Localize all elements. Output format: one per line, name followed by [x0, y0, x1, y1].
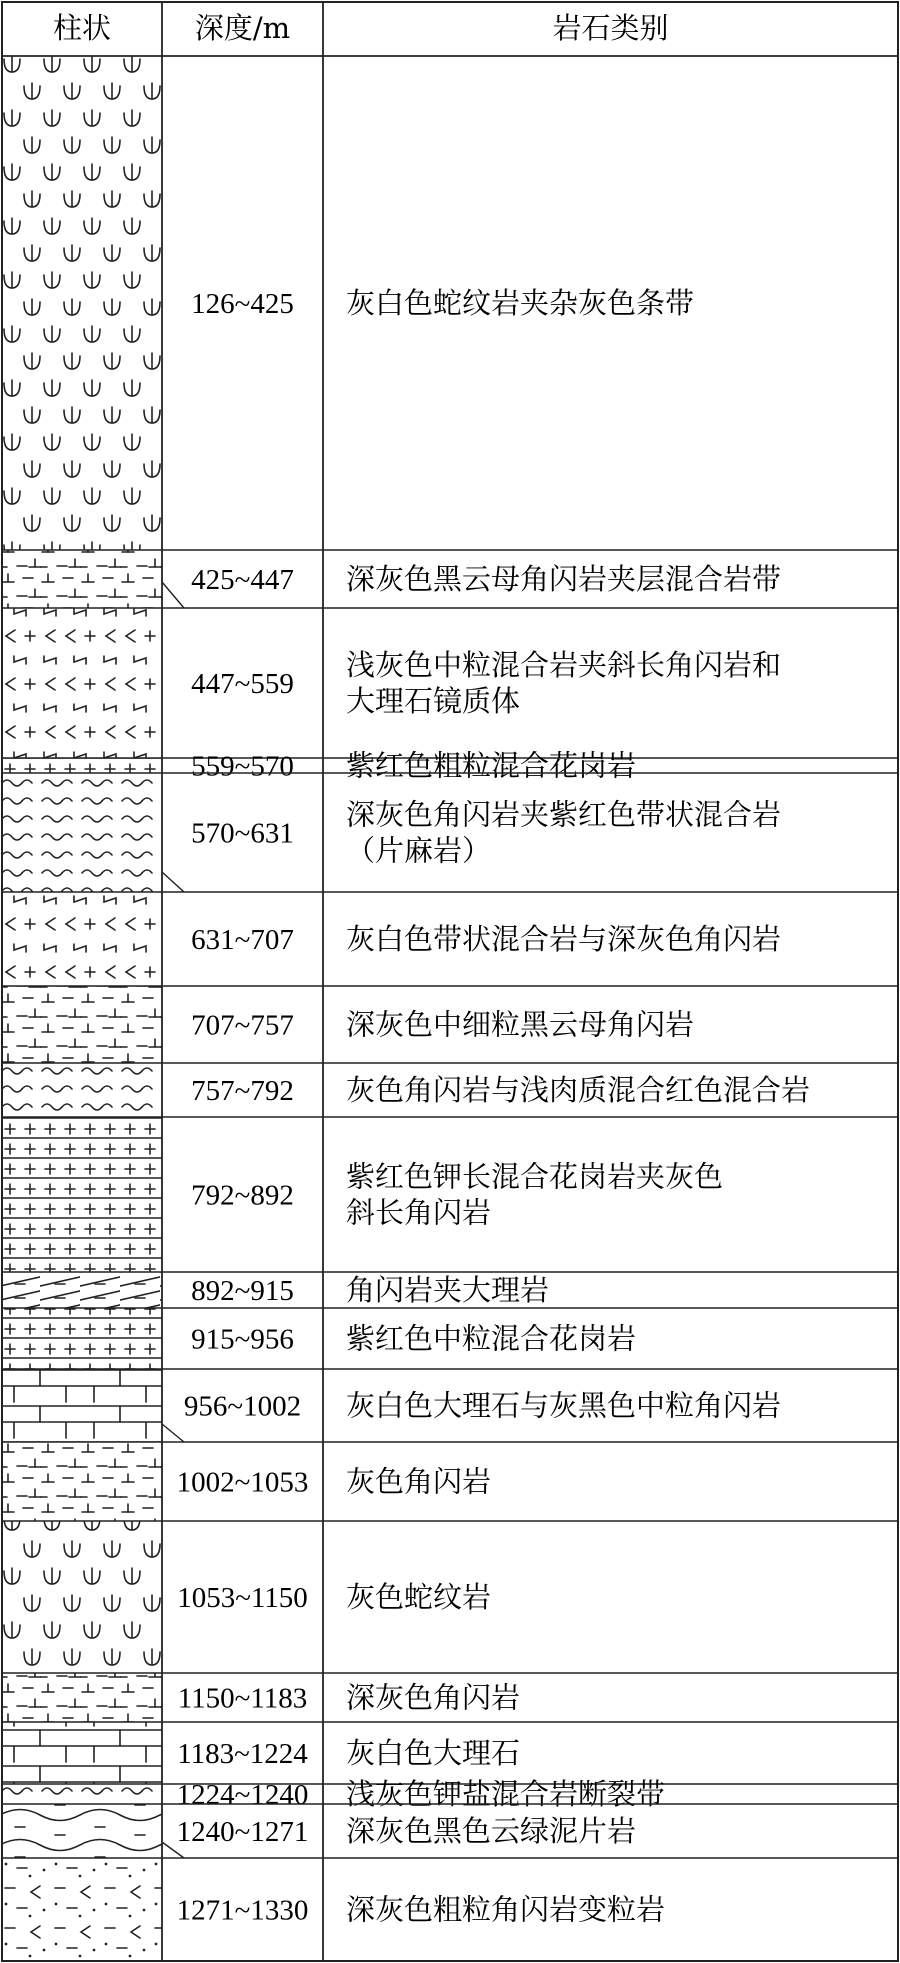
boundary-tick — [162, 582, 184, 608]
schist-icon — [2, 1804, 162, 1858]
depth-value: 707~757 — [191, 1009, 294, 1042]
rock-description: 灰色角闪岩 — [346, 1464, 492, 1499]
granite-icon — [2, 1117, 162, 1272]
depth-value: 1224~1240 — [176, 1779, 309, 1811]
depth-value: 757~792 — [191, 1075, 294, 1107]
serpentinite-icon — [2, 1521, 162, 1673]
amphibolite-icon — [2, 986, 162, 1063]
depth-value: 956~1002 — [183, 1390, 302, 1423]
boundary-tick — [162, 872, 184, 892]
marble-icon — [2, 1722, 162, 1784]
rock-description: 紫红色钾长混合花岗岩夹灰色 — [346, 1159, 724, 1194]
depth-value: 1240~1271 — [176, 1816, 309, 1848]
rock-description: 灰白色蛇纹岩夹杂灰色条带 — [346, 286, 695, 320]
depth-value: 425~447 — [191, 564, 294, 596]
depth-value: 1002~1053 — [176, 1466, 309, 1499]
serpentinite-icon — [2, 56, 162, 550]
rock-description: 角闪岩夹大理岩 — [346, 1273, 550, 1307]
depth-value: 915~956 — [191, 1323, 294, 1356]
rock-description: 紫红色粗粒混合花岗岩 — [346, 748, 637, 783]
granite-icon — [2, 758, 162, 773]
depth-value: 792~892 — [191, 1179, 294, 1212]
rock-description: 大理石镜质体 — [346, 684, 521, 718]
amphibolite-icon — [2, 550, 162, 608]
rock-description: 深灰色粗粒角闪岩变粒岩 — [346, 1892, 666, 1927]
rock-description: 斜长角闪岩 — [346, 1195, 492, 1230]
granite-icon — [2, 1308, 162, 1369]
depth-value: 892~915 — [191, 1275, 294, 1307]
depth-value: 1150~1183 — [177, 1682, 308, 1715]
rock-description: 深灰色黑色云绿泥片岩 — [346, 1814, 637, 1848]
migmatite-icon — [2, 608, 162, 758]
gneiss-icon — [2, 773, 162, 892]
depth-value: 631~707 — [191, 924, 294, 956]
rock-description: 深灰色黑云母角闪岩夹层混合岩带 — [346, 562, 782, 596]
depth-value: 447~559 — [191, 668, 294, 700]
header-rock: 岩石类别 — [552, 11, 669, 45]
rock-description: 浅灰色中粒混合岩夹斜长角闪岩和 — [346, 648, 782, 682]
depth-value: 1183~1224 — [177, 1738, 308, 1770]
amphibolite-icon — [2, 1673, 162, 1722]
interbed-icon — [2, 1272, 162, 1308]
migmatite-icon — [2, 892, 162, 986]
header-depth: 深度/m — [194, 11, 291, 45]
gneiss-icon — [2, 1063, 162, 1117]
amphibolite-icon — [2, 1442, 162, 1521]
header-column: 柱状 — [52, 11, 112, 45]
depth-value: 559~570 — [191, 750, 294, 783]
rock-description: 灰白色大理石 — [346, 1736, 521, 1770]
depth-value: 126~425 — [191, 288, 294, 320]
depth-value: 1053~1150 — [177, 1582, 308, 1614]
rock-description: 紫红色中粒混合花岗岩 — [346, 1321, 637, 1356]
rock-description: 深灰色角闪岩 — [346, 1680, 521, 1715]
depth-value: 570~631 — [191, 817, 294, 850]
rock-description: 灰白色大理石与灰黑色中粒角闪岩 — [346, 1388, 782, 1423]
granulite-icon — [2, 1858, 162, 1961]
rock-description: 深灰色角闪岩夹紫红色带状混合岩 — [346, 797, 782, 832]
rock-description: （片麻岩） — [346, 833, 492, 868]
rock-description: 深灰色中细粒黑云母角闪岩 — [346, 1007, 695, 1042]
rock-description: 灰色角闪岩与浅肉质混合红色混合岩 — [346, 1073, 811, 1107]
gneiss-icon — [2, 1784, 162, 1804]
rock-description: 灰白色带状混合岩与深灰色角闪岩 — [346, 922, 782, 956]
rock-description: 灰色蛇纹岩 — [346, 1580, 492, 1614]
depth-value: 1271~1330 — [176, 1894, 309, 1927]
boundary-tick — [162, 1424, 184, 1442]
marble-icon — [2, 1369, 162, 1442]
rock-description: 浅灰色钾盐混合岩断裂带 — [346, 1777, 666, 1811]
